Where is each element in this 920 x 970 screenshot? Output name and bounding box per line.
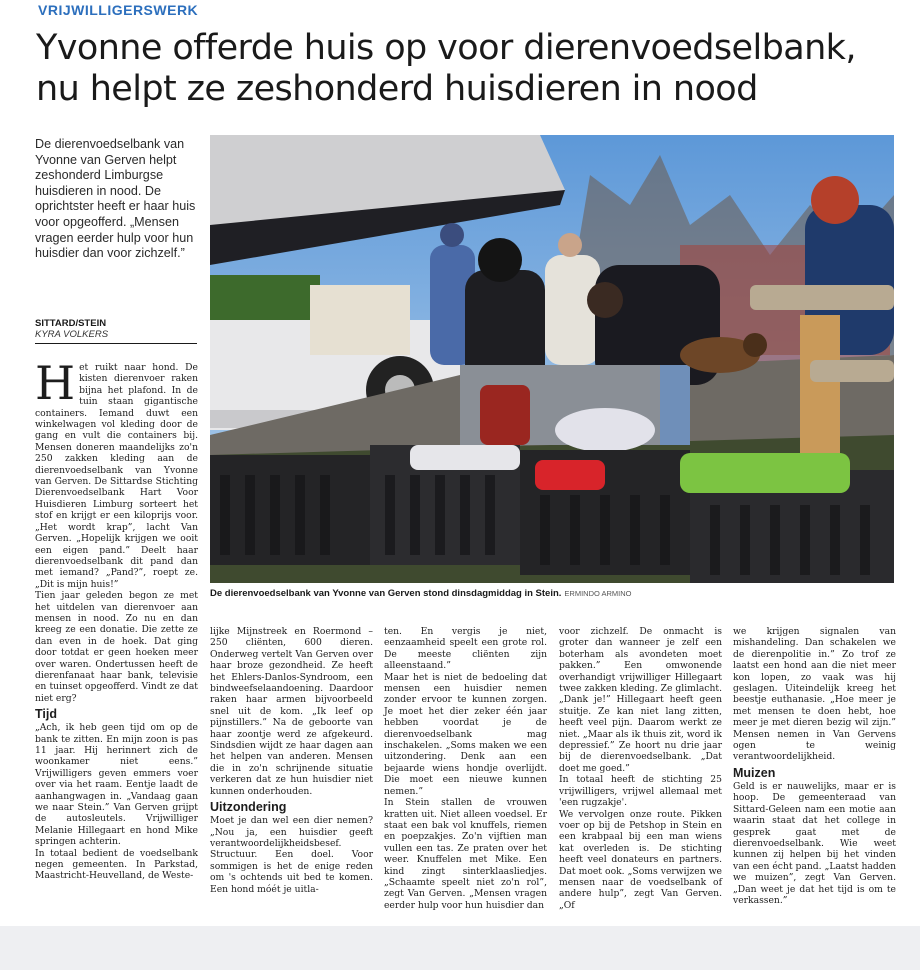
subheading-muizen: Muizen <box>733 765 776 780</box>
article-paragraph: In totaal heeft de stichting 25 vrijwilligers, vrijwel allemaal met 'een rugzakje'. <box>559 774 722 809</box>
article-paragraph: we krijgen signalen van mishandeling. Dan schakelen we de dierenpolitie in.” Zo trof ze laatst een hond aan die niet meer kon lopen, zo vaak was hij geslagen. Uiteindelijk kreeg het beestje euthanasie. „Hoe meer je met mensen te doen hebt, hoe meer je met dieren bezig wil zijn.” Mensen nemen in Van Gervens ogen te weinig verantwoordelijkheid. <box>733 626 896 763</box>
article-paragraph: Het ruikt naar hond. De kisten dierenvoer raken bijna het plafond. In de tuin staan gigantische containers. Iemand duwt een winkelwagen vol kleding door de gang en vult die containers bij. Mensen doneren maandelijks zo'n 250 zakken kleding aan de dierenvoedselbank van Yvonne van Gerven. De Sittardse Stichting Dierenvoedselbank Hart Voor Huisdieren Limburg sorteert het stof en krijgt er een kiloprijs voor. „Het wordt krap”, lacht Van Gerven. „Hopelijk krijgen we ooit een eigen pand.” Deelt haar dierenvoedselbank dit pand dan met iemand? „Pand?”, roept ze. „Dit is mijn huis!” <box>35 356 198 590</box>
drop-cap: H <box>35 356 76 410</box>
article-paragraph: lijke Mijnstreek en Roermond – 250 cliënten, 600 dieren. Onderweg vertelt Van Gerven over haar broze gezondheid. Ze heeft het Ehlers-Danlos-Syndroom, een bindweefselaandoening. Daardoor raken haar armen bijvoorbeeld snel uit de kom. „Ik leef op pijnstillers.” Na de geboorte van haar zoontje werd ze afgekeurd. Sindsdien wijdt ze haar dagen aan het helpen van anderen. Mensen die in zo'n schrijnende situatie verkeren dat ze hun huisdier niet kunnen onderhouden. <box>210 626 373 797</box>
byline-author: KYRA VOLKERS <box>35 329 109 340</box>
subheading-uitzondering: Uitzondering <box>210 800 287 815</box>
article-column-5 <box>733 626 896 906</box>
article-photo <box>210 135 894 583</box>
article-paragraph: Geld is er nauwelijks, maar er is hoop. De gemeenteraad van Sittard-Geleen nam een motie aan waarin staat dat het college in gesprek gaat met de dierenvoedselbank. Wie weet kunnen zij helpen bij het vinden van een écht pand. „Laatst hadden we muizen”, zegt Van Gerven. „Dan weet je dat het tijd is om te verkassen.” <box>733 780 896 906</box>
article-paragraph: Moet je dan wel een dier nemen? „Nou ja, een huisdier geeft verantwoordelijkheidsbesef. Structuur. Een doel. Voor sommigen is het de enige reden om 's ochtends uit bed te komen. Een hond móét je uitla- <box>210 815 373 895</box>
article-column-2 <box>210 626 373 895</box>
photo-credit: ERMINDO ARMINO <box>564 589 632 598</box>
byline <box>35 318 205 340</box>
article-paragraph: Tien jaar geleden begon ze met het uitdelen van dierenvoer aan mensen in nood. Zo nu en dan kreeg ze een donatie. Die zette ze dan even in de hoek. Dat ging door totdat er geen hoeken meer over waren. Ondertussen heeft de dierenfanaat haar bank, televisie en tuinset opgeofferd. Vindt ze dat niet erg? <box>35 590 198 704</box>
page-footer-band <box>0 926 920 970</box>
article-paragraph: voor zichzelf. De onmacht is groter dan wanneer je zelf een boterham als avondeten moet pakken.” Een omwonende overhandigt vrijwilliger Hillegaart twee zakken kleding. Ze glimlacht. „Dank je!” Hillegaart heeft geen stuitje. Ze kan niet lang zitten, heeft veel pijn. Daarom werkt ze niet. „Maar als ik thuis zit, word ik depressief.” Ze hoort nu drie jaar bij de dierenvoedselbank. „Dat doet me goed.” <box>559 626 722 774</box>
photo-caption <box>210 588 894 600</box>
subheading-tijd: Tijd <box>35 707 57 722</box>
byline-divider <box>35 343 197 344</box>
article-paragraph: In Stein stallen de vrouwen kratten uit. Niet alleen voedsel. Er staat een bak vol knuffels, riemen en poepzakjes. Zo'n vijftien man vullen een tas. Ze praten over het weer. Knuffelen met Mike. Een kind zingt sinterklaasliedjes. „Schaamte speelt niet zo'n rol”, zegt Van Gerven. „Mensen vragen eerder hulp voor hun huisdier dan <box>384 797 547 911</box>
section-kicker: VRIJWILLIGERSWERK <box>38 2 199 18</box>
article-column-1 <box>35 356 198 882</box>
caption-text: De dierenvoedselbank van Yvonne van Gerven stond dinsdagmiddag in Stein. <box>210 588 562 599</box>
byline-place: SITTARD/STEIN <box>35 318 107 329</box>
article-paragraph: In totaal bedient de voedselbank negen gemeenten. In Parkstad, Maastricht-Heuvelland, de Weste- <box>35 847 198 882</box>
photo-image <box>210 135 894 583</box>
article-paragraph: Maar het is niet de bedoeling dat mensen een huisdier nemen zonder ervoor te kunnen zorgen. Je moet het dier zeker één jaar hebben voordat je de dierenvoedselbank mag inschakelen. „Soms maken we een uitzondering. Denk aan een bejaarde wiens hondje overlijdt. Die moet een nieuwe kunnen nemen.” <box>384 671 547 797</box>
article-headline: Yvonne offerde huis op voor dierenvoedselbank, nu helpt ze zeshonderd huisdieren in nood <box>36 28 856 109</box>
article-column-4 <box>559 626 722 911</box>
article-paragraph: ten. En vergis je niet, eenzaamheid speelt een grote rol. De meeste cliënten zijn alleenstaand.” <box>384 626 547 672</box>
article-paragraph: We vervolgen onze route. Pikken voer op bij de Petshop in Stein en een krabpaal bij een man wiens kat overleden is. De stichting heeft veel donateurs en partners. Dat moet ook. „Soms verwijzen we mensen naar de voedselbank of andere hulp”, zegt Van Gerven. „Of <box>559 808 722 911</box>
article-column-3 <box>384 626 547 911</box>
article-paragraph: „Ach, ik heb geen tijd om op de bank te zitten. En mijn zoon is pas 11 jaar. Hij herinnert zich de woonkamer niet eens.” Vrijwilligers geven emmers voer over via het raam. Eentje laadt de aanhangwagen in. „Vandaag gaan we naar Stein.” Van Gerven grijpt de autosleutels. Vrijwilliger Melanie Hillegaart en hond Mike springen achterin. <box>35 722 198 848</box>
article-intro: De dierenvoedselbank van Yvonne van Gerven helpt zeshonderd Limburgse huisdieren in nood. De oprichtster heeft er haar huis voor opgeofferd. „Mensen vragen eerder hulp voor hun huisdier dan voor zichzelf.” <box>35 137 196 261</box>
